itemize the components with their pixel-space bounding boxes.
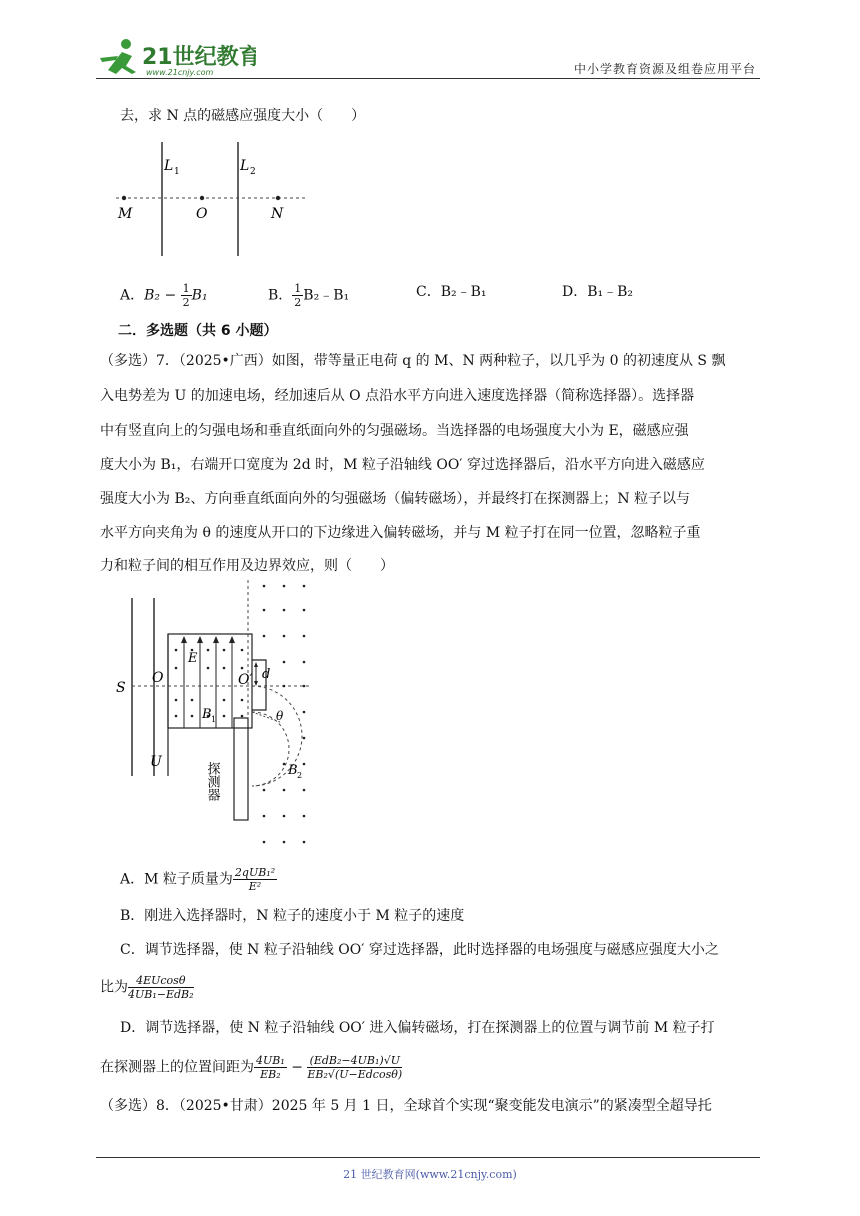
svg-text:1: 1 xyxy=(174,167,180,177)
svg-text:E: E xyxy=(188,651,198,666)
logo-url: www.21cnjy.com xyxy=(146,68,214,77)
q8-line-1: （多选）8．（2025•甘肃）2025 年 5 月 1 日，全球首个实现“聚变能发电演示”的紧凑型全超导托 xyxy=(100,1098,712,1114)
svg-text:B: B xyxy=(288,763,298,778)
q7-line-1: （多选）7．（2025•广西）如图，带等量正电荷 q 的 M、N 两种粒子，以几乎为 0 的初速度从 S 飘 xyxy=(100,353,726,369)
q7-line-4: 度大小为 B₁，右端开口宽度为 2d 时，M 粒子沿轴线 OO′ 穿过选择器后，沿水平方向进入磁感应 xyxy=(100,457,705,473)
q7-line-3: 中有竖直向上的匀强电场和垂直纸面向外的匀强磁场。当选择器的电场强度大小为 E，磁感应强 xyxy=(100,423,689,439)
svg-text:M: M xyxy=(118,206,133,222)
section-title: 二．多选题（共 6 小题） xyxy=(118,323,278,339)
svg-text:d: d xyxy=(262,667,271,682)
site-logo xyxy=(96,36,256,78)
svg-text:S: S xyxy=(116,680,126,696)
detector-label: 探测器 xyxy=(204,762,220,801)
svg-text:B: B xyxy=(202,707,212,722)
q7-option-b[interactable]: B．刚进入选择器时，N 粒子的速度小于 M 粒子的速度 xyxy=(120,908,465,924)
q7-figure xyxy=(112,580,322,850)
q6-line: 去，求 N 点的磁感应强度大小（ ） xyxy=(120,108,366,124)
svg-text:O: O xyxy=(196,206,208,222)
svg-text:N: N xyxy=(271,206,284,222)
q7-option-c-line1[interactable]: C．调节选择器，使 N 粒子沿轴线 OO′ 穿过选择器，此时选择器的电场强度与磁感应强度大小之 xyxy=(120,942,719,958)
svg-text:O: O xyxy=(152,670,164,686)
svg-text:1: 1 xyxy=(211,715,217,724)
svg-text:L: L xyxy=(240,158,250,174)
q6-figure xyxy=(112,140,312,260)
svg-text:U: U xyxy=(150,754,162,770)
footer-link[interactable]: 21 世纪教育网(www.21cnjy.com) xyxy=(343,1168,517,1181)
q7-option-a[interactable]: A．M 粒子质量为 $\frac{\text{2qUB₁²}}{\text{E²}}$ xyxy=(120,866,276,893)
q6-option-c[interactable]: C．B₂﹣B₁ xyxy=(416,284,487,300)
q7-option-c-line2[interactable]: 比为 $\frac{4EUcos\theta}{\text{4UB₁−EdB₂}}$ xyxy=(100,974,194,1001)
svg-text:O′: O′ xyxy=(238,672,253,688)
q6-options xyxy=(120,282,720,309)
svg-text:2: 2 xyxy=(297,771,303,780)
q6-option-d[interactable]: D．B₁﹣B₂ xyxy=(562,284,634,300)
q6-option-a[interactable]: A．B₂ − $\frac{1}{2}$ B₁ xyxy=(120,282,208,309)
header-divider xyxy=(96,78,760,79)
q7-line-2: 入电势差为 U 的加速电场，经加速后从 O 点沿水平方向进入速度选择器（简称选择器）。选择器 xyxy=(100,388,695,404)
footer-divider xyxy=(96,1157,760,1158)
logo-text: 21世纪教育 xyxy=(142,45,256,70)
q7-option-d-line2[interactable]: 在探测器上的位置间距为 $\frac{\text{4UB₁}}{\text{EB₂}}$ − $\frac{\text{(EdB₂−4UB₁)√U}}{\text{EB₂√(U−Edcosθ)}}$ xyxy=(100,1054,403,1081)
q7-line-6: 水平方向夹角为 θ 的速度从开口的下边缘进入偏转磁场，并与 M 粒子打在同一位置，忽略粒子重 xyxy=(100,525,701,541)
q7-option-d-line1[interactable]: D．调节选择器，使 N 粒子沿轴线 OO′ 进入偏转磁场，打在探测器上的位置与调节前 M 粒子打 xyxy=(120,1020,715,1036)
svg-text:2: 2 xyxy=(250,167,256,177)
q6-option-b[interactable]: B． $\frac{1}{2}$ B₂﹣B₁ xyxy=(268,282,350,309)
svg-text:L: L xyxy=(164,158,174,174)
q7-line-5: 强度大小为 B₂、方向垂直纸面向外的匀强磁场（偏转磁场），并最终打在探测器上；N 粒子以与 xyxy=(100,491,691,507)
q7-line-7: 力和粒子间的相互作用及边界效应，则（ ） xyxy=(100,558,394,574)
header-platform-text: 中小学教育资源及组卷应用平台 xyxy=(573,62,756,76)
svg-text:θ: θ xyxy=(276,709,284,723)
